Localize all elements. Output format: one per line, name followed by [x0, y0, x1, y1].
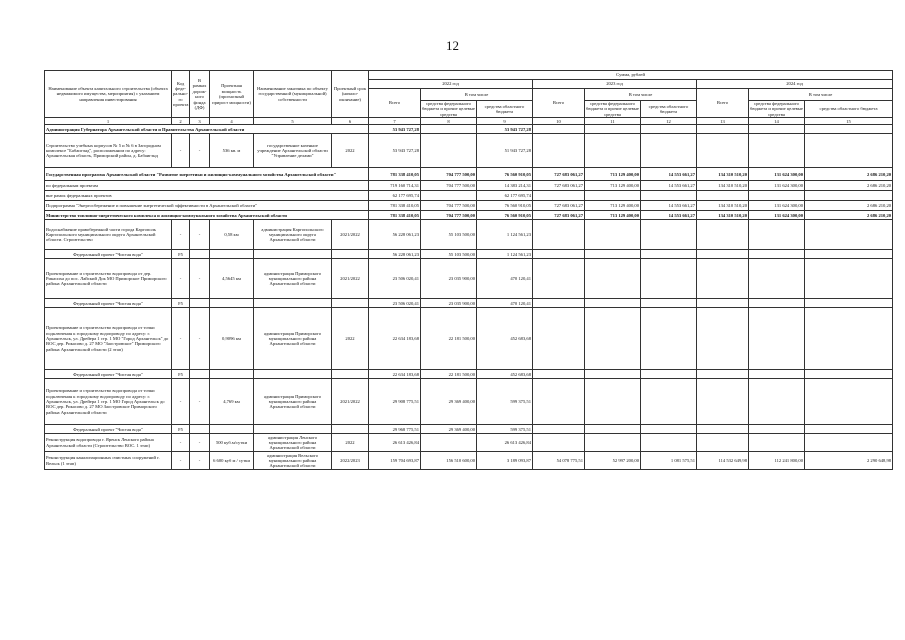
row-value-v13: 134 310 510,20	[697, 211, 749, 220]
row-value-v7: 22 634 183,68	[369, 308, 421, 370]
row-value-v9: 62 177 695,74	[477, 191, 533, 201]
row-value-v7: 56 228 061,23	[369, 250, 421, 259]
row-value-v15	[805, 250, 893, 259]
row-name: Проектирование и строительство водопровода от точки подключения к городскому водопроводу по адресу: г. Архангельск, ул. Дрейера 1 стр. 1 МО Город Архангельск до ВОС дер. Рикасово д. 27 МО Заостровское Приморского района Архангельской области	[45, 379, 172, 425]
row-value-v8: 22 181 500,00	[421, 370, 477, 379]
row-value-v12	[641, 134, 697, 168]
row-name: Государственная программа Архангельской области "Развитие энергетики и жилищно-коммунального хозяйства Архангельской области"	[45, 168, 369, 181]
row-value-v14	[749, 134, 805, 168]
row-value-v12	[641, 425, 697, 434]
row-value-v10	[533, 134, 585, 168]
row-value-v9: 76 560 910,05	[477, 201, 533, 211]
row-value-v9: 53 943 727,28	[477, 125, 533, 134]
row-name: Водоснабжение правобережной части города Каргополь Каргопольского муниципального округа Архангельской области. Строительство	[45, 220, 172, 250]
row-value-v13	[697, 259, 749, 299]
row-value-v15: 2 686 210,20	[805, 211, 893, 220]
row-value-v11: 713 129 400,00	[585, 211, 641, 220]
header-in-that-2024: В том числе	[749, 89, 893, 101]
table-row-object	[45, 220, 893, 250]
page-number: 12	[446, 38, 459, 53]
header-road-fund: В рамках дорож-ного фонда (ДФ)	[190, 71, 210, 118]
row-value-v9: 599 375,51	[477, 425, 533, 434]
row-value-v15	[805, 434, 893, 452]
header-regional-2022: средства областного бюджета	[477, 101, 533, 118]
row-project-code: F5	[172, 299, 190, 308]
row-value-v7: 62 177 695,74	[369, 191, 421, 201]
row-value-v11	[585, 191, 641, 201]
column-number: 9	[477, 118, 533, 125]
header-project-code: Код феде-рально-го проекта	[172, 71, 190, 118]
row-value-v15	[805, 191, 893, 201]
row-value-v14	[749, 250, 805, 259]
header-total-2022: Всего	[369, 89, 421, 118]
row-term: 2021/2022	[332, 379, 369, 425]
row-value-v11	[585, 250, 641, 259]
row-value-v14	[749, 370, 805, 379]
column-number: 13	[697, 118, 749, 125]
row-value-v15: 2 686 210,20	[805, 201, 893, 211]
row-value-v10: 727 683 061,27	[533, 168, 585, 181]
row-value-v9: 51 943 727,28	[477, 134, 533, 168]
table-row-fed	[45, 299, 893, 308]
row-value-v8	[421, 134, 477, 168]
row-project-code: F5	[172, 370, 190, 379]
row-value-v15	[805, 220, 893, 250]
row-value-v11	[585, 434, 641, 452]
row-capacity: 4,769 км	[210, 379, 254, 425]
row-value-v13	[697, 425, 749, 434]
row-value-v13: 114 532 649,98	[697, 452, 749, 470]
row-value-v8: 704 777 500,00	[421, 201, 477, 211]
row-value-v7: 781 338 410,05	[369, 168, 421, 181]
row-value-v12	[641, 250, 697, 259]
row-value-v14	[749, 191, 805, 201]
row-road-fund: -	[190, 134, 210, 168]
header-federal-2024: средства федерального бюджета и прочие целевые средства	[750, 101, 803, 117]
row-value-v10: 727 683 061,27	[533, 201, 585, 211]
row-value-v13	[697, 370, 749, 379]
column-number: 8	[421, 118, 477, 125]
table-row-fed	[45, 250, 893, 259]
row-value-v8: 23 035 900,00	[421, 259, 477, 299]
row-value-v13	[697, 134, 749, 168]
row-value-v12	[641, 259, 697, 299]
row-value-v12: 14 553 661,27	[641, 168, 697, 181]
row-value-v9: 470 120,41	[477, 259, 533, 299]
row-value-v12	[641, 370, 697, 379]
row-value-v12: 14 553 661,27	[641, 211, 697, 220]
row-value-v7: 29 968 775,51	[369, 425, 421, 434]
row-value-v12: 1 081 575,51	[641, 452, 697, 470]
row-value-v11	[585, 425, 641, 434]
row-customer: администрация Приморского муниципального района Архангельской области	[254, 259, 332, 299]
header-total-2024: Всего	[697, 89, 749, 118]
row-name: Проектирование и строительство водопровода от точки подключения к городскому водопроводу по адресу: г. Архангельск, ул. Дрейера 1 стр. 1 МО "Город Архангельск" до ВОС дер. Рикасово д. 27 МО "Заостровское" Приморского района Архангельской области (2 этап)	[45, 308, 172, 370]
row-value-v8: 704 777 500,00	[421, 181, 477, 191]
row-value-v13	[697, 250, 749, 259]
row-value-v7: 159 704 693,87	[369, 452, 421, 470]
column-number: 11	[585, 118, 641, 125]
row-value-v9: 76 560 910,05	[477, 168, 533, 181]
row-value-v13: 134 310 510,20	[697, 168, 749, 181]
row-capacity: 536 кв. м	[210, 134, 254, 168]
column-number: 14	[749, 118, 805, 125]
row-name: Федеральный проект "Чистая вода"	[45, 370, 172, 379]
header-year-2024: 2024 год	[697, 80, 893, 89]
row-value-v11: 713 129 400,00	[585, 168, 641, 181]
row-term	[332, 425, 369, 434]
row-customer: администрация Ленского муниципального района Архангельской области	[254, 434, 332, 452]
row-value-v9: 452 683,68	[477, 308, 533, 370]
table-row-sub	[45, 191, 893, 201]
row-value-v9: 3 189 093,87	[477, 452, 533, 470]
row-value-v14	[749, 434, 805, 452]
row-value-v8: 55 103 500,00	[421, 250, 477, 259]
row-customer	[254, 250, 332, 259]
row-value-v13: 134 310 510,20	[697, 201, 749, 211]
row-value-v7: 23 506 020,41	[369, 259, 421, 299]
row-value-v12	[641, 379, 697, 425]
header-federal-2022: средства федерального бюджета и прочие целевые средства	[422, 101, 475, 117]
header-object-name: Наименование объекта капитального строительства (объекта недвижимого имущества, мероприятия) с указанием направления инвестирования	[45, 71, 172, 118]
row-value-v11	[585, 259, 641, 299]
row-value-v8: 23 035 900,00	[421, 299, 477, 308]
row-value-v10	[533, 434, 585, 452]
table-row-section	[45, 125, 893, 134]
row-project-code: -	[172, 452, 190, 470]
row-customer: администрация Приморского муниципального района Архангельской области	[254, 379, 332, 425]
row-value-v9: 452 683,68	[477, 370, 533, 379]
row-project-code: -	[172, 379, 190, 425]
row-value-v8	[421, 191, 477, 201]
row-name: Реконструкция водопровода г. Яренск Ленского района Архангельской области (Строительство ВОС. 1 этап)	[45, 434, 172, 452]
row-road-fund: -	[190, 308, 210, 370]
row-customer: администрация Вельского муниципального района Архангельской области	[254, 452, 332, 470]
row-name: Федеральный проект "Чистая вода"	[45, 425, 172, 434]
row-value-v7: 53 943 727,28	[369, 134, 421, 168]
row-value-v13	[697, 434, 749, 452]
row-customer: государственное казенное учреждение Архангельской области "Управление делами"	[254, 134, 332, 168]
header-sum: Сумма, рублей	[369, 71, 893, 80]
row-name: Федеральный проект "Чистая вода"	[45, 299, 172, 308]
row-value-v15	[805, 370, 893, 379]
row-value-v14: 131 624 300,00	[749, 201, 805, 211]
row-road-fund: -	[190, 434, 210, 452]
row-value-v10: 727 683 061,27	[533, 211, 585, 220]
header-customer: Наименование заказчика по объекту государственной (муниципальной) собственности	[254, 71, 332, 118]
row-value-v7: 29 908 775,51	[369, 379, 421, 425]
column-number: 12	[641, 118, 697, 125]
row-df	[190, 299, 210, 308]
table-row-section	[45, 211, 893, 220]
row-value-v11: 713 129 400,00	[585, 201, 641, 211]
row-value-v8: 55 103 500,00	[421, 220, 477, 250]
header-year-2022: 2022 год	[369, 80, 533, 89]
row-name: Подпрограмма "Энергосбережение и повышение энергетической эффективности в Архангельской области"	[45, 201, 369, 211]
row-name: Федеральный проект "Чистая вода"	[45, 250, 172, 259]
row-value-v7: 22 634 183,68	[369, 370, 421, 379]
row-value-v7: 781 338 410,05	[369, 201, 421, 211]
row-value-v10	[533, 370, 585, 379]
column-numbers-row	[45, 118, 893, 125]
row-value-v15	[805, 379, 893, 425]
row-value-v14	[749, 299, 805, 308]
row-value-v13	[697, 220, 749, 250]
row-value-v7: 719 160 714,31	[369, 181, 421, 191]
column-number: 6	[332, 118, 369, 125]
row-value-v10	[533, 379, 585, 425]
table-row-object	[45, 134, 893, 168]
row-value-v11	[585, 308, 641, 370]
row-value-v12	[641, 308, 697, 370]
row-capacity: 0,58 км	[210, 220, 254, 250]
column-number: 4	[210, 118, 254, 125]
row-road-fund: -	[190, 452, 210, 470]
row-name: Строительство учебных корпусов № 5 и № 6 в Загородном комплексе "Бабаигэнд", расположенном по адресу: Архангельская область, Приморский район, д. Бабаигэнд	[45, 134, 172, 168]
row-capacity	[210, 250, 254, 259]
row-value-v14	[749, 308, 805, 370]
row-value-v15: 2 686 210,20	[805, 168, 893, 181]
row-term: 2022	[332, 308, 369, 370]
row-value-v10	[533, 425, 585, 434]
row-value-v9: 76 560 910,05	[477, 211, 533, 220]
row-value-v13	[697, 299, 749, 308]
row-project-code: -	[172, 259, 190, 299]
row-value-v10	[533, 308, 585, 370]
row-capacity: 500 куб.м/сутки	[210, 434, 254, 452]
row-term: 2021/2022	[332, 220, 369, 250]
row-value-v11	[585, 299, 641, 308]
table-row-object	[45, 379, 893, 425]
row-value-v9: 14 383 214,31	[477, 181, 533, 191]
table-row-object	[45, 259, 893, 299]
table-row-fed	[45, 425, 893, 434]
row-value-v8: 22 181 500,00	[421, 308, 477, 370]
row-project-code: -	[172, 434, 190, 452]
row-term: 2022/2023	[332, 452, 369, 470]
row-value-v8: 704 777 500,00	[421, 168, 477, 181]
row-value-v11	[585, 370, 641, 379]
row-value-v11: 713 129 400,00	[585, 181, 641, 191]
table-row-object	[45, 308, 893, 370]
row-df	[190, 250, 210, 259]
row-value-v7: 781 338 410,05	[369, 211, 421, 220]
row-value-v11: 52 997 200,00	[585, 452, 641, 470]
row-value-v11	[585, 220, 641, 250]
investment-table	[44, 70, 893, 470]
row-term	[332, 370, 369, 379]
row-value-v15	[805, 425, 893, 434]
header-in-that-2023: В том числе	[585, 89, 697, 101]
row-value-v11	[585, 134, 641, 168]
row-value-v15	[805, 299, 893, 308]
row-value-v9: 1 124 561,23	[477, 220, 533, 250]
row-value-v10: 54 078 775,51	[533, 452, 585, 470]
row-value-v13	[697, 379, 749, 425]
table-row-sub	[45, 181, 893, 191]
row-value-v12	[641, 299, 697, 308]
row-value-v10	[533, 250, 585, 259]
row-value-v13	[697, 125, 749, 134]
row-term: 2021/2022	[332, 259, 369, 299]
row-road-fund: -	[190, 379, 210, 425]
column-number: 3	[190, 118, 210, 125]
header-capacity: Проектная мощность (прогнозный прирост мощности)	[210, 71, 254, 118]
row-capacity: 6 600 куб м / сутки	[210, 452, 254, 470]
row-df	[190, 370, 210, 379]
header-in-that-2022: В том числе	[421, 89, 533, 101]
row-value-v12: 14 553 661,27	[641, 201, 697, 211]
row-value-v15: 2 686 210,20	[805, 181, 893, 191]
row-value-v8	[421, 125, 477, 134]
row-value-v13: 134 310 510,20	[697, 181, 749, 191]
row-value-v12	[641, 191, 697, 201]
row-value-v11	[585, 125, 641, 134]
row-term	[332, 250, 369, 259]
row-value-v15	[805, 308, 893, 370]
header-federal-2023: средства федерального бюджета и прочие целевые средства	[586, 101, 639, 117]
table-row-program	[45, 168, 893, 181]
column-number: 15	[805, 118, 893, 125]
row-value-v14	[749, 425, 805, 434]
row-value-v12	[641, 434, 697, 452]
row-name: Реконструкция канализационных очистных сооружений г. Вельск (1 этап)	[45, 452, 172, 470]
header-regional-2023: средства областного бюджета	[641, 101, 697, 118]
row-value-v14	[749, 125, 805, 134]
row-value-v14	[749, 379, 805, 425]
row-name: Администрация Губернатора Архангельской области и Правительства Архангельской области	[45, 125, 369, 134]
row-value-v7: 53 943 727,28	[369, 125, 421, 134]
row-road-fund: -	[190, 220, 210, 250]
row-capacity	[210, 370, 254, 379]
row-value-v8: 29 369 400,00	[421, 379, 477, 425]
row-value-v7: 26 613 426,84	[369, 434, 421, 452]
column-number: 1	[45, 118, 172, 125]
row-value-v15	[805, 125, 893, 134]
row-value-v14: 131 624 300,00	[749, 181, 805, 191]
row-value-v14: 112 241 800,00	[749, 452, 805, 470]
table-row-object	[45, 434, 893, 452]
row-value-v11	[585, 379, 641, 425]
column-number: 2	[172, 118, 190, 125]
row-value-v14: 131 624 300,00	[749, 211, 805, 220]
row-df	[190, 425, 210, 434]
row-name: Министерство топливно-энергетического комплекса и жилищно-коммунального хозяйства Архангельской области	[45, 211, 369, 220]
row-value-v10	[533, 259, 585, 299]
row-term: 2022	[332, 434, 369, 452]
row-capacity	[210, 425, 254, 434]
row-value-v10: 727 683 061,27	[533, 181, 585, 191]
row-value-v8: 29 369 400,00	[421, 425, 477, 434]
row-customer: администрация Каргопольского муниципального округа Архангельской области	[254, 220, 332, 250]
row-value-v12	[641, 125, 697, 134]
row-value-v9: 599 375,51	[477, 379, 533, 425]
row-value-v15: 2 290 648,98	[805, 452, 893, 470]
row-name: по федеральным проектам	[45, 181, 369, 191]
row-value-v9: 470 120,41	[477, 299, 533, 308]
row-value-v14: 131 624 300,00	[749, 168, 805, 181]
table-row-sub	[45, 201, 893, 211]
row-value-v10	[533, 125, 585, 134]
row-value-v7: 23 506 020,41	[369, 299, 421, 308]
column-number: 7	[369, 118, 421, 125]
row-capacity: 0,9096 км	[210, 308, 254, 370]
row-value-v9: 1 124 561,23	[477, 250, 533, 259]
row-value-v12	[641, 220, 697, 250]
row-customer	[254, 425, 332, 434]
row-customer	[254, 370, 332, 379]
row-road-fund: -	[190, 259, 210, 299]
row-value-v7: 56 228 061,23	[369, 220, 421, 250]
header-term: Проектный срок (начало-окончание)	[332, 71, 369, 118]
row-capacity: 4,5645 км	[210, 259, 254, 299]
row-value-v10	[533, 191, 585, 201]
row-value-v8: 156 510 600,00	[421, 452, 477, 470]
table-row-fed	[45, 370, 893, 379]
row-value-v10	[533, 220, 585, 250]
row-value-v15	[805, 259, 893, 299]
row-capacity	[210, 299, 254, 308]
row-term	[332, 299, 369, 308]
row-project-code: -	[172, 220, 190, 250]
row-value-v10	[533, 299, 585, 308]
header-year-2023: 2023 год	[533, 80, 697, 89]
column-number: 5	[254, 118, 332, 125]
row-value-v8: 704 777 500,00	[421, 211, 477, 220]
header-total-2023: Всего	[533, 89, 585, 118]
row-value-v13	[697, 308, 749, 370]
row-value-v13	[697, 191, 749, 201]
row-value-v14	[749, 220, 805, 250]
row-project-code: F5	[172, 425, 190, 434]
row-customer: администрация Приморского муниципального района Архангельской области	[254, 308, 332, 370]
row-name: вне рамок федеральных проектов	[45, 191, 369, 201]
row-project-code: F5	[172, 250, 190, 259]
row-term: 2022	[332, 134, 369, 168]
table-row-object	[45, 452, 893, 470]
row-project-code: -	[172, 134, 190, 168]
row-value-v15	[805, 134, 893, 168]
row-value-v12: 14 553 661,27	[641, 181, 697, 191]
row-project-code: -	[172, 308, 190, 370]
row-value-v9: 26 613 426,84	[477, 434, 533, 452]
row-value-v8	[421, 434, 477, 452]
row-customer	[254, 299, 332, 308]
row-value-v14	[749, 259, 805, 299]
row-name: Проектирование и строительство водопровода от дер. Рикасиха до пос. Лайский Док МО Приморское Приморского района Архангельской области	[45, 259, 172, 299]
header-regional-2024: средства областного бюджета	[805, 101, 893, 118]
column-number: 10	[533, 118, 585, 125]
